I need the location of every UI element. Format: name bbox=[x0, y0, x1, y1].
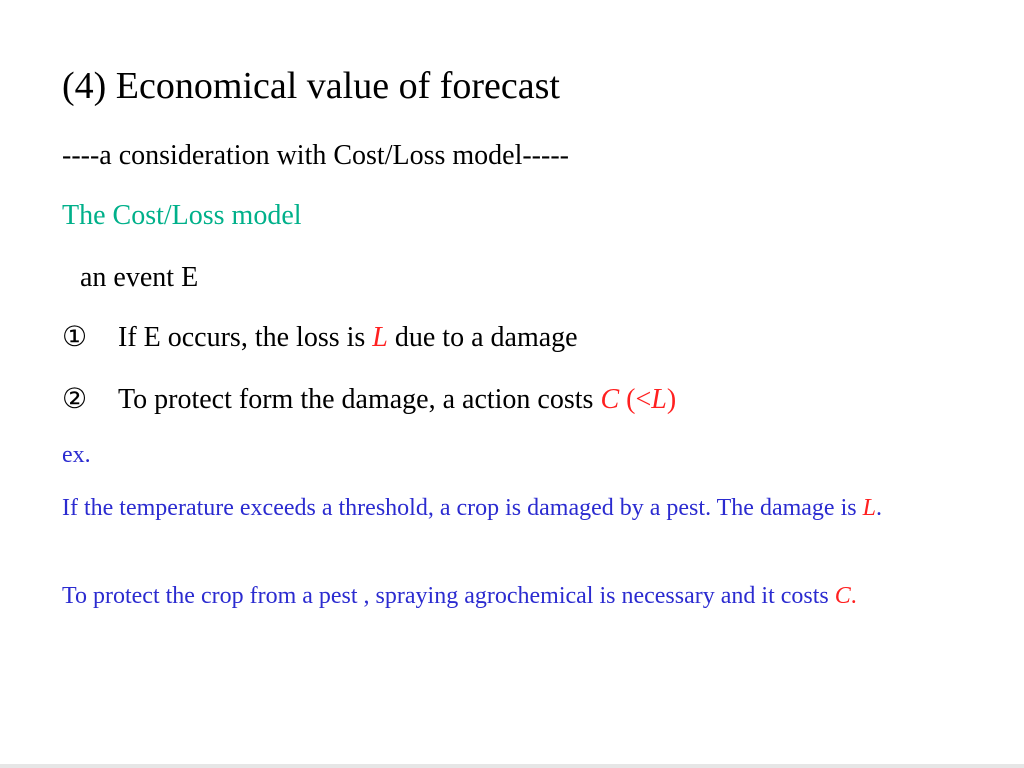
circled-one-marker: ① bbox=[62, 322, 88, 353]
paren-open: ( bbox=[619, 384, 636, 415]
loss-variable-2: L bbox=[651, 384, 667, 415]
item-1-text-before: If E occurs, the loss is bbox=[118, 322, 373, 353]
list-item-1 bbox=[62, 320, 578, 356]
example-1-text-before: If the temperature exceeds a threshold, a crop is damaged by a pest. The damage is bbox=[62, 495, 863, 521]
example-2-text-before: To protect the crop from a pest , spraying agrochemical is necessary and it costs bbox=[62, 583, 835, 609]
slide-title: (4) Economical value of forecast bbox=[62, 65, 560, 107]
event-line: an event E bbox=[80, 262, 199, 293]
paren-close: ) bbox=[666, 384, 677, 415]
example-label: ex. bbox=[62, 442, 91, 468]
bottom-divider bbox=[0, 764, 1024, 768]
example-2-text-after: . bbox=[850, 583, 857, 609]
example-1-loss-variable: L bbox=[862, 495, 876, 521]
circled-two-marker: ② bbox=[62, 384, 88, 415]
example-paragraph-1 bbox=[62, 490, 942, 526]
list-item-2 bbox=[62, 382, 676, 418]
example-2-cost-variable: C bbox=[834, 583, 851, 609]
loss-variable: L bbox=[372, 322, 388, 353]
example-1-text-after: . bbox=[875, 495, 882, 521]
slide-subtitle: ----a consideration with Cost/Loss model----- bbox=[62, 140, 569, 171]
model-heading: The Cost/Loss model bbox=[62, 200, 302, 231]
cost-variable: C bbox=[600, 384, 620, 415]
example-paragraph-2 bbox=[62, 576, 942, 616]
less-than-sign: < bbox=[635, 384, 652, 415]
item-1-text-after: due to a damage bbox=[387, 322, 578, 353]
item-2-text-before: To protect form the damage, a action costs bbox=[118, 384, 601, 415]
